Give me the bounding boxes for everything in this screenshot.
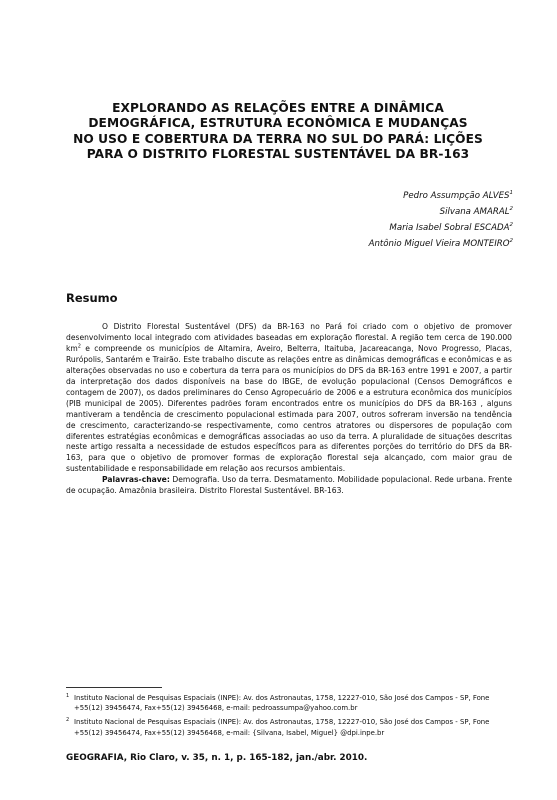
footnote [66, 717, 516, 737]
author [369, 220, 513, 236]
author [369, 204, 513, 220]
author-name: Antônio Miguel Vieira MONTEIRO [368, 239, 510, 249]
footnote-text: Instituto Nacional de Pesquisas Espaciais (INPE): Av. dos Astronautas, 1758, 12227-010, São José dos Campos - SP, Fone +55(12) 39456474, Fax+55(12) 39456468, e-mail: pedroassumpa@yahoo.com.br [74, 694, 490, 713]
abstract-text: O Distrito Florestal Sustentável (DFS) da BR-163 no Pará foi criado com o objetivo de promover desenvolvimento local integrado com atividades baseadas em exploração florestal. A região tem cerca de 190.000 km [66, 322, 512, 353]
footnote-text: Instituto Nacional de Pesquisas Espaciais (INPE): Av. dos Astronautas, 1758, 12227-010, São José dos Campos - SP, Fone +55(12) 39456474, Fax+55(12) 39456468, e-mail: {Silvana, Isabel, Miguel} @dpi.inpe.br [74, 718, 490, 737]
author-affiliation-mark: 2 [509, 206, 513, 213]
abstract-text: e compreende os municípios de Altamira, Aveiro, Belterra, Itaituba, Jacareacanga, Novo Progresso, Placas, Rurópolis, Santarém e Trairão. Este trabalho discute as relações entre as dinâmicas demográficas e econômicas e as alterações observadas no uso e cobertura da terra para os municípios do DFS da BR-163 entre 1991 e 2007, a partir da interpretação dos dados disponíveis na base do IBGE, de evolução populacional (Censos Demográficos e contagem de 2007), os dados preliminares do Censo Agropecuário de 2006 e a estrutura econômica dos municípios (PIB municipal de 2005). Diferentes padrões foram encontrados entre os municípios do DFS da BR-163 , alguns mantiveram a tendência de crescimento populacional estimada para 2007, outros sofreram inversão na tendência de crescimento, caracterizando-se respectivamente, como centros atratores ou dispersores de população com diferentes estratégias econômicas e demográficas associadas ao uso da terra. A pluralidade de situações descritas neste artigo ressalta a necessidade de estudos específicos para as diferentes porções do território do DFS da BR-163, para que o objetivo de promover formas de exploração florestal seja alcançado, com maior grau de sustentabilidade e responsabilidade em relação aos recursos ambientais. [66, 343, 512, 474]
title-line: PARA O DISTRITO FLORESTAL SUSTENTÁVEL DA BR-163 [86, 147, 470, 162]
abstract-paragraph [66, 322, 512, 475]
footnotes [66, 693, 516, 742]
author-name: Maria Isabel Sobral ESCADA [389, 223, 510, 233]
abstract-body [66, 322, 512, 497]
article-title [60, 101, 496, 163]
journal-citation: GEOGRAFIA, Rio Claro, v. 35, n. 1, p. 165-182, jan./abr. 2010. [66, 753, 368, 763]
footnote-mark: 1 [66, 693, 70, 699]
author-name: Silvana AMARAL [439, 207, 510, 217]
keywords-label: Palavras-chave: [102, 475, 170, 485]
title-line: EXPLORANDO AS RELAÇÕES ENTRE A DINÂMICA [112, 101, 444, 115]
footnote-mark: 2 [66, 717, 70, 724]
author-affiliation-mark: 1 [509, 190, 513, 197]
footnote [66, 693, 516, 713]
author-list [369, 188, 513, 252]
author-affiliation-mark: 2 [509, 222, 513, 229]
title-line: DEMOGRÁFICA, ESTRUTURA ECONÔMICA E MUDANÇAS [88, 116, 468, 131]
keywords-paragraph [66, 475, 512, 497]
keywords-text: Demografia. Uso da terra. Desmatamento. Mobilidade populacional. Rede urbana. Frente de ocupação. Amazônia brasileira. Distrito Florestal Sustentável. BR-163. [66, 475, 512, 496]
author [369, 188, 513, 204]
title-line: NO USO E COBERTURA DA TERRA NO SUL DO PARÁ: LIÇÕES [73, 131, 483, 146]
author-name: Pedro Assumpção ALVES [403, 191, 510, 201]
author-affiliation-mark: 2 [509, 238, 513, 245]
footnote-divider [66, 687, 162, 688]
abstract-heading: Resumo [66, 291, 118, 305]
abstract-superscript: 2 [77, 343, 81, 350]
author [369, 236, 513, 252]
